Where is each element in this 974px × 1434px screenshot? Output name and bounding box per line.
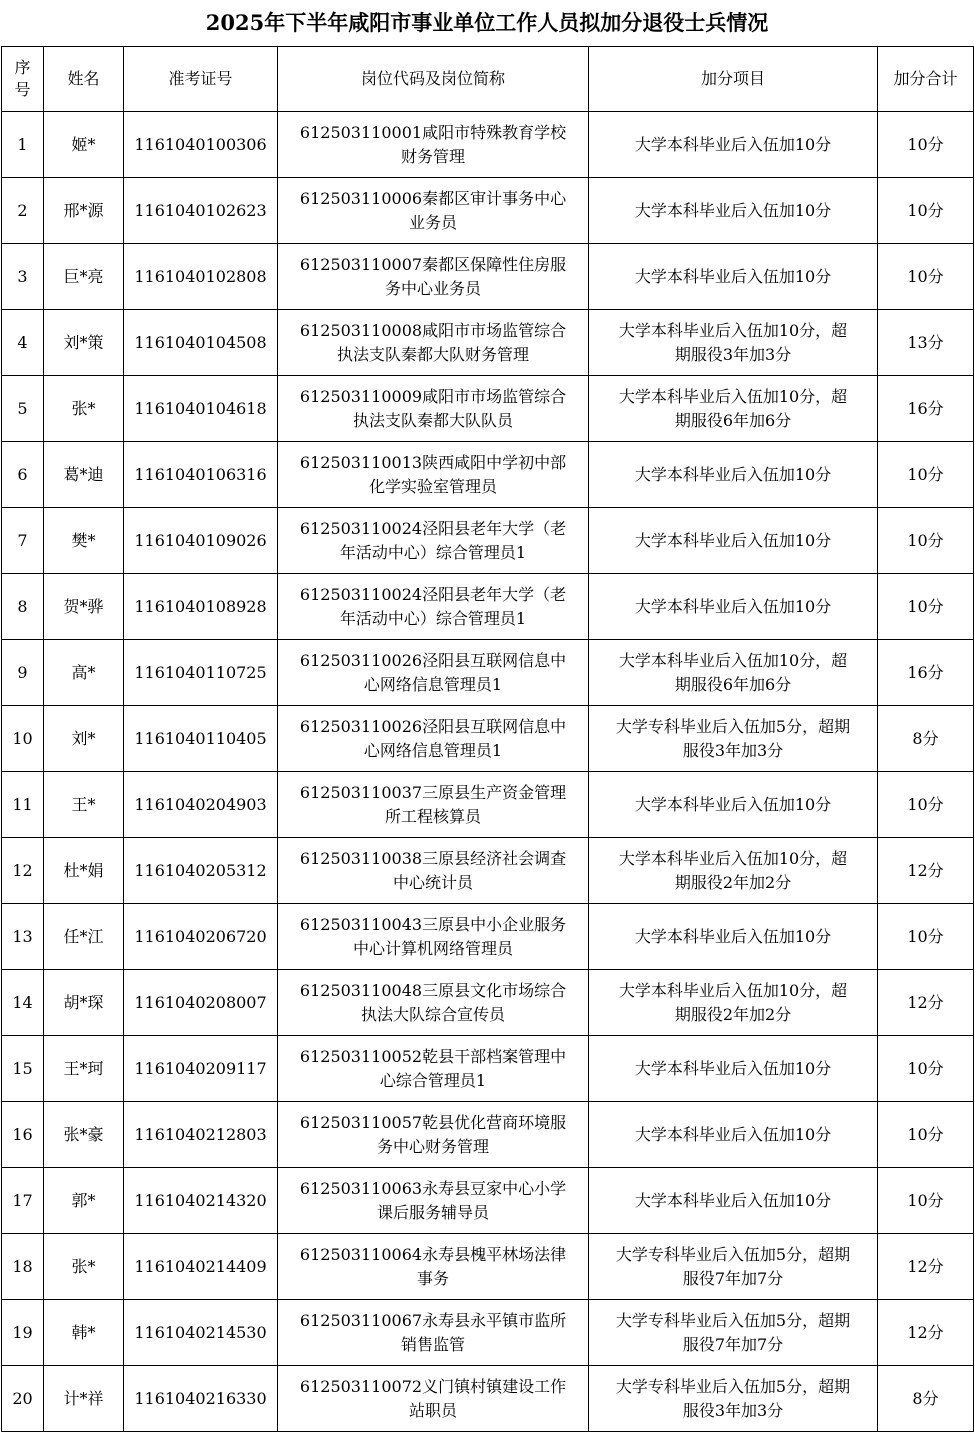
post-line-2: 心网络信息管理员1 (363, 674, 503, 694)
header-bonus-total: 加分合计 (878, 47, 974, 112)
post-line-1: 612503110038三原县经济社会调查 (299, 848, 567, 868)
post-line-1: 612503110024泾阳县老年大学（老 (299, 584, 567, 604)
cell-bonus-item (589, 1300, 878, 1366)
bonus-item-line-1: 大学本科毕业后入伍加10分，超 (618, 980, 848, 1000)
cell-bonus-total: 16分 (878, 640, 974, 706)
table-row (2, 1036, 974, 1102)
table-row (2, 112, 974, 178)
bonus-item-line-1: 大学本科毕业后入伍加10分 (634, 266, 832, 286)
table-row (2, 1366, 974, 1432)
cell-exam-id: 1161040106316 (124, 442, 278, 508)
cell-exam-id: 1161040102623 (124, 178, 278, 244)
cell-seq: 15 (2, 1036, 44, 1102)
header-post: 岗位代码及岗位简称 (278, 47, 589, 112)
post-line-1: 612503110067永寿县永平镇市监所 (299, 1310, 567, 1330)
bonus-item-line-1: 大学专科毕业后入伍加5分，超期 (615, 716, 851, 736)
cell-bonus-total: 8分 (878, 706, 974, 772)
post-line-2: 所工程核算员 (384, 806, 481, 826)
cell-post (278, 508, 589, 574)
cell-bonus-total: 12分 (878, 1234, 974, 1300)
cell-bonus-item (589, 244, 878, 310)
post-line-2: 年活动中心）综合管理员1 (339, 608, 527, 628)
page-title: 2025年下半年咸阳市事业单位工作人员拟加分退役士兵情况 (205, 10, 769, 35)
cell-bonus-total: 13分 (878, 310, 974, 376)
post-line-2: 化学实验室管理员 (368, 476, 497, 496)
cell-bonus-item (589, 904, 878, 970)
table-row (2, 838, 974, 904)
post-line-2: 执法支队秦都大队财务管理 (336, 344, 529, 364)
cell-post (278, 442, 589, 508)
cell-bonus-total: 16分 (878, 376, 974, 442)
bonus-item-line-2: 服役3年加3分 (682, 740, 784, 760)
cell-bonus-total: 10分 (878, 772, 974, 838)
cell-exam-id: 1161040104508 (124, 310, 278, 376)
bonus-item-line-1: 大学本科毕业后入伍加10分，超 (618, 650, 848, 670)
cell-seq: 13 (2, 904, 44, 970)
cell-bonus-item (589, 508, 878, 574)
cell-name: 张* (44, 376, 124, 442)
cell-exam-id: 1161040216330 (124, 1366, 278, 1432)
cell-exam-id: 1161040110725 (124, 640, 278, 706)
cell-exam-id: 1161040214409 (124, 1234, 278, 1300)
cell-name: 巨*亮 (44, 244, 124, 310)
cell-seq: 10 (2, 706, 44, 772)
cell-bonus-total: 10分 (878, 1036, 974, 1102)
cell-name: 王*珂 (44, 1036, 124, 1102)
post-line-2: 心综合管理员1 (379, 1070, 487, 1090)
cell-bonus-item (589, 1036, 878, 1102)
cell-seq: 2 (2, 178, 44, 244)
cell-bonus-item (589, 178, 878, 244)
bonus-item-line-1: 大学本科毕业后入伍加10分 (634, 530, 832, 550)
bonus-item-line-1: 大学专科毕业后入伍加5分，超期 (615, 1244, 851, 1264)
cell-post (278, 574, 589, 640)
cell-name: 任*江 (44, 904, 124, 970)
bonus-item-line-1: 大学本科毕业后入伍加10分 (634, 200, 832, 220)
cell-name: 王* (44, 772, 124, 838)
cell-bonus-item (589, 772, 878, 838)
cell-post (278, 1102, 589, 1168)
cell-bonus-total: 10分 (878, 1168, 974, 1234)
table-row (2, 508, 974, 574)
cell-seq: 20 (2, 1366, 44, 1432)
post-line-1: 612503110057乾县优化营商环境服 (299, 1112, 567, 1132)
bonus-item-line-1: 大学本科毕业后入伍加10分 (634, 134, 832, 154)
cell-bonus-total: 10分 (878, 508, 974, 574)
post-line-2: 执法支队秦都大队队员 (352, 410, 513, 430)
cell-bonus-item (589, 574, 878, 640)
post-line-1: 612503110037三原县生产资金管理 (299, 782, 567, 802)
cell-name: 高* (44, 640, 124, 706)
cell-bonus-total: 10分 (878, 1102, 974, 1168)
header-name: 姓名 (44, 47, 124, 112)
cell-seq: 19 (2, 1300, 44, 1366)
table-header (2, 47, 974, 112)
cell-post (278, 1168, 589, 1234)
bonus-item-line-1: 大学本科毕业后入伍加10分 (634, 1058, 832, 1078)
cell-seq: 1 (2, 112, 44, 178)
cell-exam-id: 1161040206720 (124, 904, 278, 970)
cell-bonus-total: 12分 (878, 970, 974, 1036)
cell-seq: 6 (2, 442, 44, 508)
cell-name: 胡*琛 (44, 970, 124, 1036)
bonus-item-line-1: 大学本科毕业后入伍加10分 (634, 1124, 832, 1144)
table-row (2, 1234, 974, 1300)
cell-exam-id: 1161040104618 (124, 376, 278, 442)
cell-exam-id: 1161040209117 (124, 1036, 278, 1102)
cell-seq: 3 (2, 244, 44, 310)
post-line-2: 销售监管 (400, 1334, 465, 1354)
cell-seq: 7 (2, 508, 44, 574)
post-line-2: 年活动中心）综合管理员1 (339, 542, 527, 562)
cell-exam-id: 1161040212803 (124, 1102, 278, 1168)
table-row (2, 1300, 974, 1366)
bonus-item-line-1: 大学本科毕业后入伍加10分 (634, 794, 832, 814)
post-line-1: 612503110072义门镇村镇建设工作 (299, 1376, 567, 1396)
bonus-item-line-2: 期服役2年加2分 (674, 1004, 792, 1024)
cell-post (278, 1300, 589, 1366)
bonus-item-line-2: 期服役3年加3分 (674, 344, 792, 364)
post-line-2: 课后服务辅导员 (376, 1202, 489, 1222)
post-line-1: 612503110024泾阳县老年大学（老 (299, 518, 567, 538)
table-row (2, 442, 974, 508)
cell-bonus-item (589, 310, 878, 376)
cell-bonus-item (589, 838, 878, 904)
bonus-item-line-2: 服役7年加7分 (682, 1268, 784, 1288)
header-seq-line2: 号 (14, 80, 31, 99)
cell-seq: 9 (2, 640, 44, 706)
cell-post (278, 310, 589, 376)
bonus-item-line-1: 大学本科毕业后入伍加10分，超 (618, 848, 848, 868)
bonus-item-line-2: 期服役6年加6分 (674, 410, 792, 430)
cell-seq: 11 (2, 772, 44, 838)
bonus-item-line-1: 大学专科毕业后入伍加5分，超期 (615, 1376, 851, 1396)
cell-bonus-item (589, 640, 878, 706)
bonus-item-line-1: 大学本科毕业后入伍加10分，超 (618, 386, 848, 406)
cell-name: 姬* (44, 112, 124, 178)
cell-name: 韩* (44, 1300, 124, 1366)
post-line-1: 612503110052乾县干部档案管理中 (299, 1046, 567, 1066)
post-line-1: 612503110001咸阳市特殊教育学校 (299, 122, 567, 142)
cell-exam-id: 1161040110405 (124, 706, 278, 772)
cell-bonus-total: 8分 (878, 1366, 974, 1432)
cell-name: 葛*迪 (44, 442, 124, 508)
header-seq (2, 47, 44, 112)
bonus-item-line-2: 期服役2年加2分 (674, 872, 792, 892)
table-row (2, 640, 974, 706)
cell-name: 贺*骅 (44, 574, 124, 640)
table-row (2, 970, 974, 1036)
cell-name: 杜*娟 (44, 838, 124, 904)
bonus-item-line-1: 大学专科毕业后入伍加5分，超期 (615, 1310, 851, 1330)
post-line-1: 612503110006秦都区审计事务中心 (299, 188, 567, 208)
cell-exam-id: 1161040204903 (124, 772, 278, 838)
bonus-item-line-2: 期服役6年加6分 (674, 674, 792, 694)
table-body (2, 112, 974, 1432)
cell-bonus-item (589, 1168, 878, 1234)
bonus-item-line-2: 服役3年加3分 (682, 1400, 784, 1420)
post-line-2: 业务员 (408, 212, 457, 232)
bonus-item-line-2: 服役7年加7分 (682, 1334, 784, 1354)
cell-name: 邢*源 (44, 178, 124, 244)
post-line-2: 务中心财务管理 (376, 1136, 489, 1156)
cell-bonus-item (589, 442, 878, 508)
cell-name: 樊* (44, 508, 124, 574)
cell-bonus-item (589, 1366, 878, 1432)
cell-post (278, 904, 589, 970)
bonus-item-line-1: 大学本科毕业后入伍加10分 (634, 464, 832, 484)
cell-seq: 4 (2, 310, 44, 376)
bonus-table (1, 46, 974, 1432)
cell-post (278, 772, 589, 838)
header-seq-line1: 序 (14, 58, 31, 77)
post-line-2: 务中心业务员 (384, 278, 481, 298)
cell-seq: 16 (2, 1102, 44, 1168)
cell-bonus-total: 10分 (878, 904, 974, 970)
post-line-1: 612503110009咸阳市市场监管综合 (299, 386, 567, 406)
table-row (2, 310, 974, 376)
cell-name: 郭* (44, 1168, 124, 1234)
cell-seq: 17 (2, 1168, 44, 1234)
cell-name: 张* (44, 1234, 124, 1300)
post-line-2: 中心统计员 (392, 872, 473, 892)
cell-post (278, 838, 589, 904)
cell-seq: 8 (2, 574, 44, 640)
cell-seq: 5 (2, 376, 44, 442)
post-line-1: 612503110026泾阳县互联网信息中 (299, 650, 567, 670)
table-row (2, 376, 974, 442)
cell-bonus-item (589, 706, 878, 772)
post-line-1: 612503110043三原县中小企业服务 (299, 914, 567, 934)
post-line-1: 612503110013陕西咸阳中学初中部 (299, 452, 567, 472)
cell-post (278, 640, 589, 706)
cell-bonus-total: 12分 (878, 838, 974, 904)
cell-name: 计*祥 (44, 1366, 124, 1432)
post-line-1: 612503110026泾阳县互联网信息中 (299, 716, 567, 736)
cell-post (278, 178, 589, 244)
header-bonus-item: 加分项目 (589, 47, 878, 112)
post-line-1: 612503110064永寿县槐平林场法律 (299, 1244, 567, 1264)
cell-bonus-total: 10分 (878, 112, 974, 178)
cell-post (278, 376, 589, 442)
table-row (2, 574, 974, 640)
cell-bonus-item (589, 1234, 878, 1300)
cell-exam-id: 1161040214530 (124, 1300, 278, 1366)
bonus-item-line-1: 大学本科毕业后入伍加10分 (634, 926, 832, 946)
cell-name: 刘*策 (44, 310, 124, 376)
post-line-2: 站职员 (408, 1400, 457, 1420)
cell-bonus-total: 10分 (878, 244, 974, 310)
cell-bonus-item (589, 112, 878, 178)
table-row (2, 178, 974, 244)
post-line-1: 612503110048三原县文化市场综合 (299, 980, 567, 1000)
cell-post (278, 1036, 589, 1102)
cell-bonus-total: 10分 (878, 442, 974, 508)
cell-seq: 14 (2, 970, 44, 1036)
cell-bonus-item (589, 970, 878, 1036)
cell-seq: 12 (2, 838, 44, 904)
cell-post (278, 112, 589, 178)
bonus-item-line-1: 大学本科毕业后入伍加10分 (634, 596, 832, 616)
post-line-2: 执法大队综合宣传员 (360, 1004, 505, 1024)
table-row (2, 244, 974, 310)
table-row (2, 1168, 974, 1234)
table-row (2, 706, 974, 772)
post-line-2: 中心计算机网络管理员 (352, 938, 513, 958)
header-row (2, 47, 974, 112)
bonus-item-line-1: 大学本科毕业后入伍加10分 (634, 1190, 832, 1210)
bonus-item-line-1: 大学本科毕业后入伍加10分，超 (618, 320, 848, 340)
table-row (2, 904, 974, 970)
post-line-1: 612503110063永寿县豆家中心小学 (299, 1178, 567, 1198)
cell-name: 张*豪 (44, 1102, 124, 1168)
cell-exam-id: 1161040214320 (124, 1168, 278, 1234)
cell-exam-id: 1161040208007 (124, 970, 278, 1036)
post-line-2: 事务 (416, 1268, 449, 1288)
cell-bonus-item (589, 1102, 878, 1168)
cell-exam-id: 1161040102808 (124, 244, 278, 310)
cell-post (278, 1234, 589, 1300)
cell-exam-id: 1161040205312 (124, 838, 278, 904)
cell-bonus-total: 10分 (878, 178, 974, 244)
cell-bonus-total: 10分 (878, 574, 974, 640)
cell-post (278, 970, 589, 1036)
cell-seq: 18 (2, 1234, 44, 1300)
table-row (2, 772, 974, 838)
post-line-2: 财务管理 (400, 146, 465, 166)
cell-bonus-total: 12分 (878, 1300, 974, 1366)
cell-exam-id: 1161040100306 (124, 112, 278, 178)
cell-exam-id: 1161040109026 (124, 508, 278, 574)
cell-post (278, 706, 589, 772)
post-line-1: 612503110007秦都区保障性住房服 (299, 254, 567, 274)
cell-bonus-item (589, 376, 878, 442)
cell-post (278, 1366, 589, 1432)
header-exam-id: 准考证号 (124, 47, 278, 112)
post-line-2: 心网络信息管理员1 (363, 740, 503, 760)
table-row (2, 1102, 974, 1168)
post-line-1: 612503110008咸阳市市场监管综合 (299, 320, 567, 340)
cell-exam-id: 1161040108928 (124, 574, 278, 640)
cell-name: 刘* (44, 706, 124, 772)
cell-post (278, 244, 589, 310)
